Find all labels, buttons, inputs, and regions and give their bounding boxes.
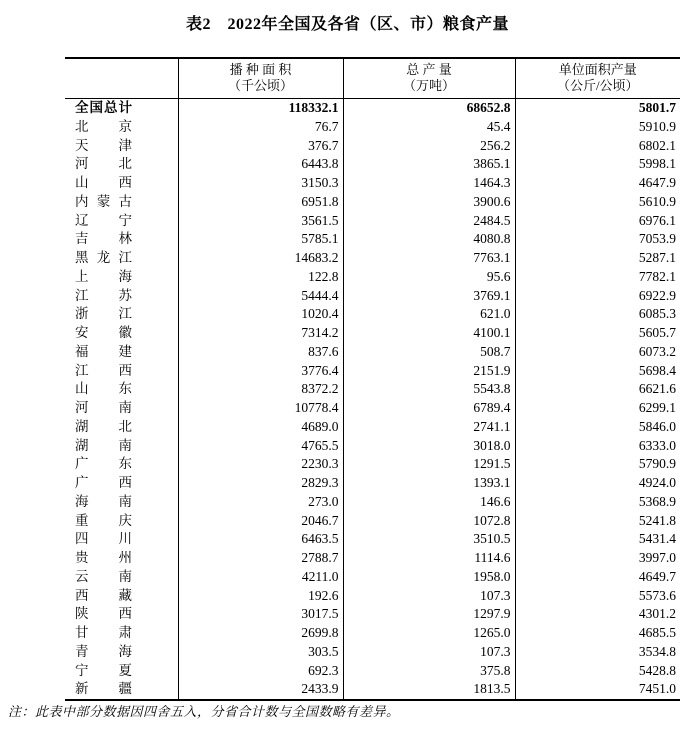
total-output-cell: 4100.1: [343, 324, 515, 343]
total-output-cell: 1813.5: [343, 680, 515, 700]
region-cell: [65, 305, 178, 324]
table-row: [65, 587, 680, 606]
region-name: 吉林: [75, 231, 132, 247]
total-output-cell: 6789.4: [343, 399, 515, 418]
yield-cell: 5846.0: [515, 418, 680, 437]
region-name: 安徽: [75, 325, 132, 340]
region-name: 广西: [75, 475, 132, 490]
table-row: [65, 174, 680, 193]
footnote: 注：此表中部分数据因四舍五入，分省合计数与全国数略有差异。: [8, 704, 400, 719]
sown-area-cell: 4765.5: [178, 437, 343, 456]
yield-cell: 6922.9: [515, 287, 680, 306]
table-row: [65, 455, 680, 474]
sown-area-cell: 2433.9: [178, 680, 343, 700]
sown-area-unit: （千公顷）: [227, 78, 293, 93]
sown-area-cell: 376.7: [178, 137, 343, 156]
table-row: [65, 399, 680, 418]
region-name: 青海: [75, 643, 132, 659]
table-row: [65, 287, 680, 306]
total-output-cell: 2741.1: [343, 418, 515, 437]
total-output-cell: 375.8: [343, 662, 515, 681]
yield-cell: 7782.1: [515, 268, 680, 287]
region-cell: [65, 493, 178, 512]
total-output-cell: 1393.1: [343, 474, 515, 493]
total-output-cell: 45.4: [343, 118, 515, 137]
region-name: 辽宁: [75, 212, 132, 228]
total-output-cell: 1265.0: [343, 624, 515, 643]
region-name: 广东: [75, 456, 132, 472]
sown-area-cell: 2829.3: [178, 474, 343, 493]
sown-area-cell: 14683.2: [178, 249, 343, 268]
table-row: [65, 624, 680, 643]
region-name: 山东: [75, 381, 132, 397]
region-cell: [65, 193, 178, 212]
sown-area-cell: 1020.4: [178, 305, 343, 324]
sown-area-cell: 2230.3: [178, 455, 343, 474]
sown-area-cell: 4211.0: [178, 568, 343, 587]
region-name: 湖北: [75, 418, 132, 434]
yield-cell: 5801.7: [515, 99, 680, 118]
region-cell: [65, 230, 178, 249]
yield-cell: 6073.2: [515, 343, 680, 362]
total-output-unit: （万吨）: [402, 78, 455, 93]
total-output-cell: 7763.1: [343, 249, 515, 268]
table-row: [65, 193, 680, 212]
yield-column-header: [515, 58, 680, 99]
sown-area-cell: 192.6: [178, 587, 343, 606]
total-output-column-header: [343, 58, 515, 99]
table-row: [65, 680, 680, 700]
table-row: [65, 380, 680, 399]
table-row: [65, 268, 680, 287]
total-output-cell: 1464.3: [343, 174, 515, 193]
total-output-cell: 2151.9: [343, 362, 515, 381]
region-name: 天津: [75, 137, 132, 153]
region-name: 新疆: [75, 681, 132, 697]
yield-cell: 5428.8: [515, 662, 680, 681]
region-name: 江西: [75, 362, 132, 378]
sown-area-cell: 118332.1: [178, 99, 343, 118]
region-name: 海南: [75, 493, 132, 509]
region-cell: [65, 512, 178, 531]
table-row: [65, 493, 680, 512]
table-row: [65, 343, 680, 362]
region-name: 全国总计: [75, 100, 132, 115]
region-name: 甘肃: [75, 625, 132, 640]
total-output-cell: 3769.1: [343, 287, 515, 306]
total-output-cell: 1291.5: [343, 455, 515, 474]
sown-area-cell: 10778.4: [178, 399, 343, 418]
region-cell: [65, 587, 178, 606]
region-cell: [65, 530, 178, 549]
sown-area-cell: 273.0: [178, 493, 343, 512]
region-cell: [65, 249, 178, 268]
region-name: 河北: [75, 156, 132, 172]
region-cell: [65, 568, 178, 587]
sown-area-cell: 303.5: [178, 643, 343, 662]
total-output-cell: 146.6: [343, 493, 515, 512]
region-cell: [65, 380, 178, 399]
region-column-header: [65, 58, 178, 99]
table-row: [65, 512, 680, 531]
total-output-cell: 1072.8: [343, 512, 515, 531]
table-row: [65, 568, 680, 587]
region-cell: [65, 174, 178, 193]
total-output-cell: 1958.0: [343, 568, 515, 587]
sown-area-cell: 122.8: [178, 268, 343, 287]
sown-area-cell: 4689.0: [178, 418, 343, 437]
sown-area-cell: 76.7: [178, 118, 343, 137]
region-cell: [65, 455, 178, 474]
yield-label: 单位面积产量: [558, 62, 637, 77]
yield-cell: 5610.9: [515, 193, 680, 212]
total-output-cell: 3018.0: [343, 437, 515, 456]
total-output-cell: 3900.6: [343, 193, 515, 212]
total-output-cell: 621.0: [343, 305, 515, 324]
yield-cell: 4924.0: [515, 474, 680, 493]
sown-area-cell: 3561.5: [178, 212, 343, 231]
table-row: [65, 362, 680, 381]
total-output-cell: 68652.8: [343, 99, 515, 118]
total-output-cell: 5543.8: [343, 380, 515, 399]
region-cell: [65, 662, 178, 681]
table-row: [65, 212, 680, 231]
region-cell: [65, 268, 178, 287]
sown-area-cell: 2699.8: [178, 624, 343, 643]
yield-cell: 5910.9: [515, 118, 680, 137]
region-cell: [65, 343, 178, 362]
region-name: 山西: [75, 175, 132, 190]
table-row: [65, 230, 680, 249]
yield-cell: 4649.7: [515, 568, 680, 587]
yield-unit: （公斤/公顷）: [556, 78, 639, 93]
region-name: 四川: [75, 531, 132, 547]
yield-cell: 5573.6: [515, 587, 680, 606]
table-row: [65, 137, 680, 156]
sown-area-label: 播 种 面 积: [229, 62, 292, 77]
grain-production-table: [65, 57, 680, 701]
region-cell: [65, 362, 178, 381]
region-name: 湖南: [75, 437, 132, 453]
total-output-cell: 3865.1: [343, 155, 515, 174]
total-output-cell: 1114.6: [343, 549, 515, 568]
table-row: [65, 118, 680, 137]
sown-area-cell: 6443.8: [178, 155, 343, 174]
sown-area-cell: 2788.7: [178, 549, 343, 568]
table-row: [65, 249, 680, 268]
yield-cell: 6085.3: [515, 305, 680, 324]
page-title: 表2 2022年全国及各省（区、市）粮食产量: [185, 16, 509, 33]
sown-area-cell: 5785.1: [178, 230, 343, 249]
total-output-cell: 256.2: [343, 137, 515, 156]
total-output-cell: 3510.5: [343, 530, 515, 549]
table-row: [65, 324, 680, 343]
sown-area-cell: 3776.4: [178, 362, 343, 381]
sown-area-cell: 3150.3: [178, 174, 343, 193]
yield-cell: 5790.9: [515, 455, 680, 474]
region-name: 宁夏: [75, 662, 132, 678]
region-cell: [65, 418, 178, 437]
yield-cell: 4301.2: [515, 605, 680, 624]
yield-cell: 5431.4: [515, 530, 680, 549]
region-name: 黑龙江: [75, 250, 132, 265]
yield-cell: 4647.9: [515, 174, 680, 193]
region-cell: [65, 474, 178, 493]
total-output-cell: 2484.5: [343, 212, 515, 231]
total-output-cell: 4080.8: [343, 230, 515, 249]
region-name: 陕西: [75, 606, 132, 622]
region-cell: [65, 437, 178, 456]
region-name: 重庆: [75, 512, 132, 528]
region-cell: [65, 137, 178, 156]
table-header: [65, 58, 680, 99]
table-row: [65, 549, 680, 568]
region-cell: [65, 324, 178, 343]
yield-cell: 3997.0: [515, 549, 680, 568]
region-cell: [65, 549, 178, 568]
header-row: [65, 58, 680, 99]
region-cell: [65, 118, 178, 137]
total-output-cell: 95.6: [343, 268, 515, 287]
yield-cell: 5241.8: [515, 512, 680, 531]
region-cell: [65, 643, 178, 662]
yield-cell: 3534.8: [515, 643, 680, 662]
table-row: [65, 155, 680, 174]
table-row: [65, 418, 680, 437]
region-cell: [65, 605, 178, 624]
region-cell: [65, 624, 178, 643]
table-row: [65, 305, 680, 324]
region-name: 浙江: [75, 306, 132, 322]
sown-area-cell: 6951.8: [178, 193, 343, 212]
sown-area-cell: 837.6: [178, 343, 343, 362]
sown-area-cell: 6463.5: [178, 530, 343, 549]
region-cell: [65, 680, 178, 700]
yield-cell: 6976.1: [515, 212, 680, 231]
region-name: 内蒙古: [75, 193, 132, 209]
total-output-cell: 107.3: [343, 587, 515, 606]
yield-cell: 7053.9: [515, 230, 680, 249]
table-row: [65, 530, 680, 549]
sown-area-column-header: [178, 58, 343, 99]
region-cell: [65, 99, 178, 118]
sown-area-cell: 3017.5: [178, 605, 343, 624]
region-cell: [65, 399, 178, 418]
table-body: [65, 99, 680, 701]
total-output-cell: 1297.9: [343, 605, 515, 624]
sown-area-cell: 5444.4: [178, 287, 343, 306]
region-name: 福建: [75, 343, 132, 359]
region-cell: [65, 155, 178, 174]
region-name: 北京: [75, 118, 132, 134]
yield-cell: 6802.1: [515, 137, 680, 156]
sown-area-cell: 2046.7: [178, 512, 343, 531]
region-name: 河南: [75, 400, 132, 415]
yield-cell: 6333.0: [515, 437, 680, 456]
yield-cell: 5605.7: [515, 324, 680, 343]
region-name: 西藏: [75, 587, 132, 603]
yield-cell: 5698.4: [515, 362, 680, 381]
yield-cell: 7451.0: [515, 680, 680, 700]
region-name: 云南: [75, 568, 132, 584]
table-row: [65, 643, 680, 662]
yield-cell: 5368.9: [515, 493, 680, 512]
yield-cell: 6299.1: [515, 399, 680, 418]
table-row: [65, 662, 680, 681]
sown-area-cell: 8372.2: [178, 380, 343, 399]
total-output-cell: 107.3: [343, 643, 515, 662]
table-row: [65, 99, 680, 118]
table-row: [65, 437, 680, 456]
total-output-label: 总 产 量: [406, 62, 452, 77]
total-output-cell: 508.7: [343, 343, 515, 362]
yield-cell: 6621.6: [515, 380, 680, 399]
table-row: [65, 605, 680, 624]
region-cell: [65, 212, 178, 231]
yield-cell: 4685.5: [515, 624, 680, 643]
region-name: 贵州: [75, 550, 132, 565]
table-row: [65, 474, 680, 493]
region-name: 江苏: [75, 287, 132, 303]
region-name: 上海: [75, 268, 132, 284]
yield-cell: 5287.1: [515, 249, 680, 268]
region-cell: [65, 287, 178, 306]
sown-area-cell: 7314.2: [178, 324, 343, 343]
sown-area-cell: 692.3: [178, 662, 343, 681]
yield-cell: 5998.1: [515, 155, 680, 174]
